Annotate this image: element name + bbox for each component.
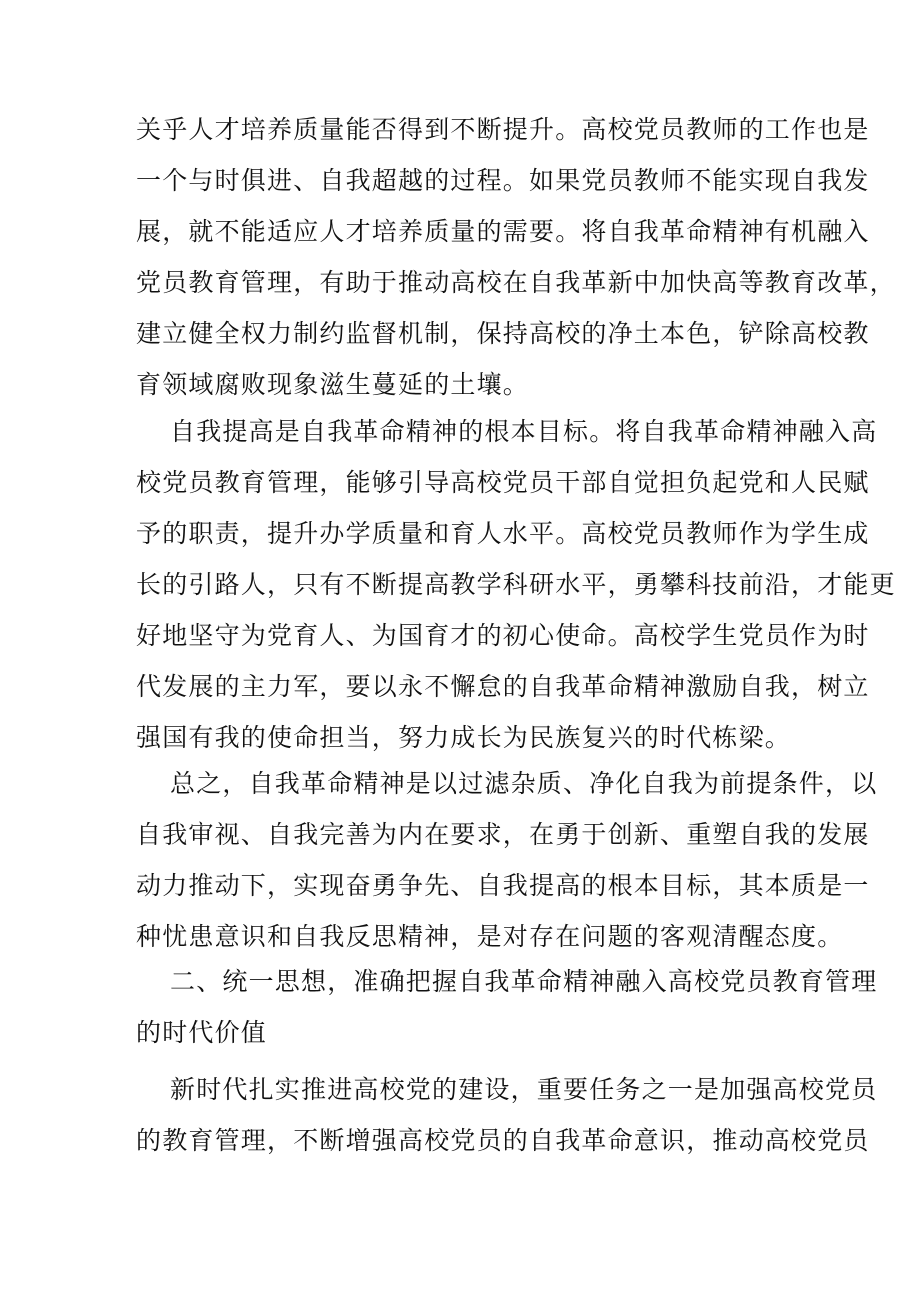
text-line: 自我审视、自我完善为内在要求，在勇于创新、重塑自我的发展: [136, 820, 870, 849]
text-line: 自我提高是自我革命精神的根本目标。将自我革命精神融入高: [170, 417, 878, 446]
text-line: 强国有我的使命担当，努力成长为民族复兴的时代栋梁。: [136, 723, 792, 752]
paragraph-self-improvement: [136, 410, 896, 760]
text-line: 总之，自我革命精神是以过滤杂质、净化自我为前提条件，以: [170, 769, 878, 798]
text-line: 的教育管理，不断增强高校党员的自我革命意识，推动高校党员: [136, 1126, 870, 1155]
text-line: 好地坚守为党育人、为国育才的初心使命。高校学生党员作为时: [136, 621, 870, 650]
text-line: 予的职责，提升办学质量和育人水平。高校党员教师作为学生成: [136, 519, 870, 548]
heading-line: 的时代价值: [136, 1018, 268, 1047]
text-line: 建立健全权力制约监督机制，保持高校的净土本色，铲除高校教: [136, 319, 870, 348]
text-line: 种忧患意识和自我反思精神，是对存在问题的客观清醒态度。: [136, 922, 844, 951]
text-line: 一个与时俱进、自我超越的过程。如果党员教师不能实现自我发: [136, 166, 870, 195]
heading-line: 二、统一思想，准确把握自我革命精神融入高校党员教育管理: [170, 967, 878, 996]
text-line: 党员教育管理，有助于推动高校在自我革新中加快高等教育改革，: [136, 268, 896, 297]
section-heading: [136, 960, 878, 1055]
text-line: 长的引路人，只有不断提高教学科研水平，勇攀科技前沿，才能更: [136, 570, 896, 599]
paragraph-summary: [136, 762, 878, 959]
text-line: 新时代扎实推进高校党的建设，重要任务之一是加强高校党员: [170, 1075, 878, 1104]
text-line: 校党员教育管理，能够引导高校党员干部自觉担负起党和人民赋: [136, 468, 870, 497]
text-line: 动力推动下，实现奋勇争先、自我提高的根本目标，其本质是一: [136, 871, 870, 900]
paragraph-new-era: [136, 1068, 878, 1163]
text-line: 展，就不能适应人才培养质量的需要。将自我革命精神有机融入: [136, 217, 870, 246]
paragraph-continuation: [136, 108, 896, 407]
text-line: 育领域腐败现象滋生蔓延的土壤。: [136, 370, 530, 399]
text-line: 关乎人才培养质量能否得到不断提升。高校党员教师的工作也是: [136, 115, 870, 144]
text-line: 代发展的主力军，要以永不懈怠的自我革命精神激励自我，树立: [136, 672, 870, 701]
